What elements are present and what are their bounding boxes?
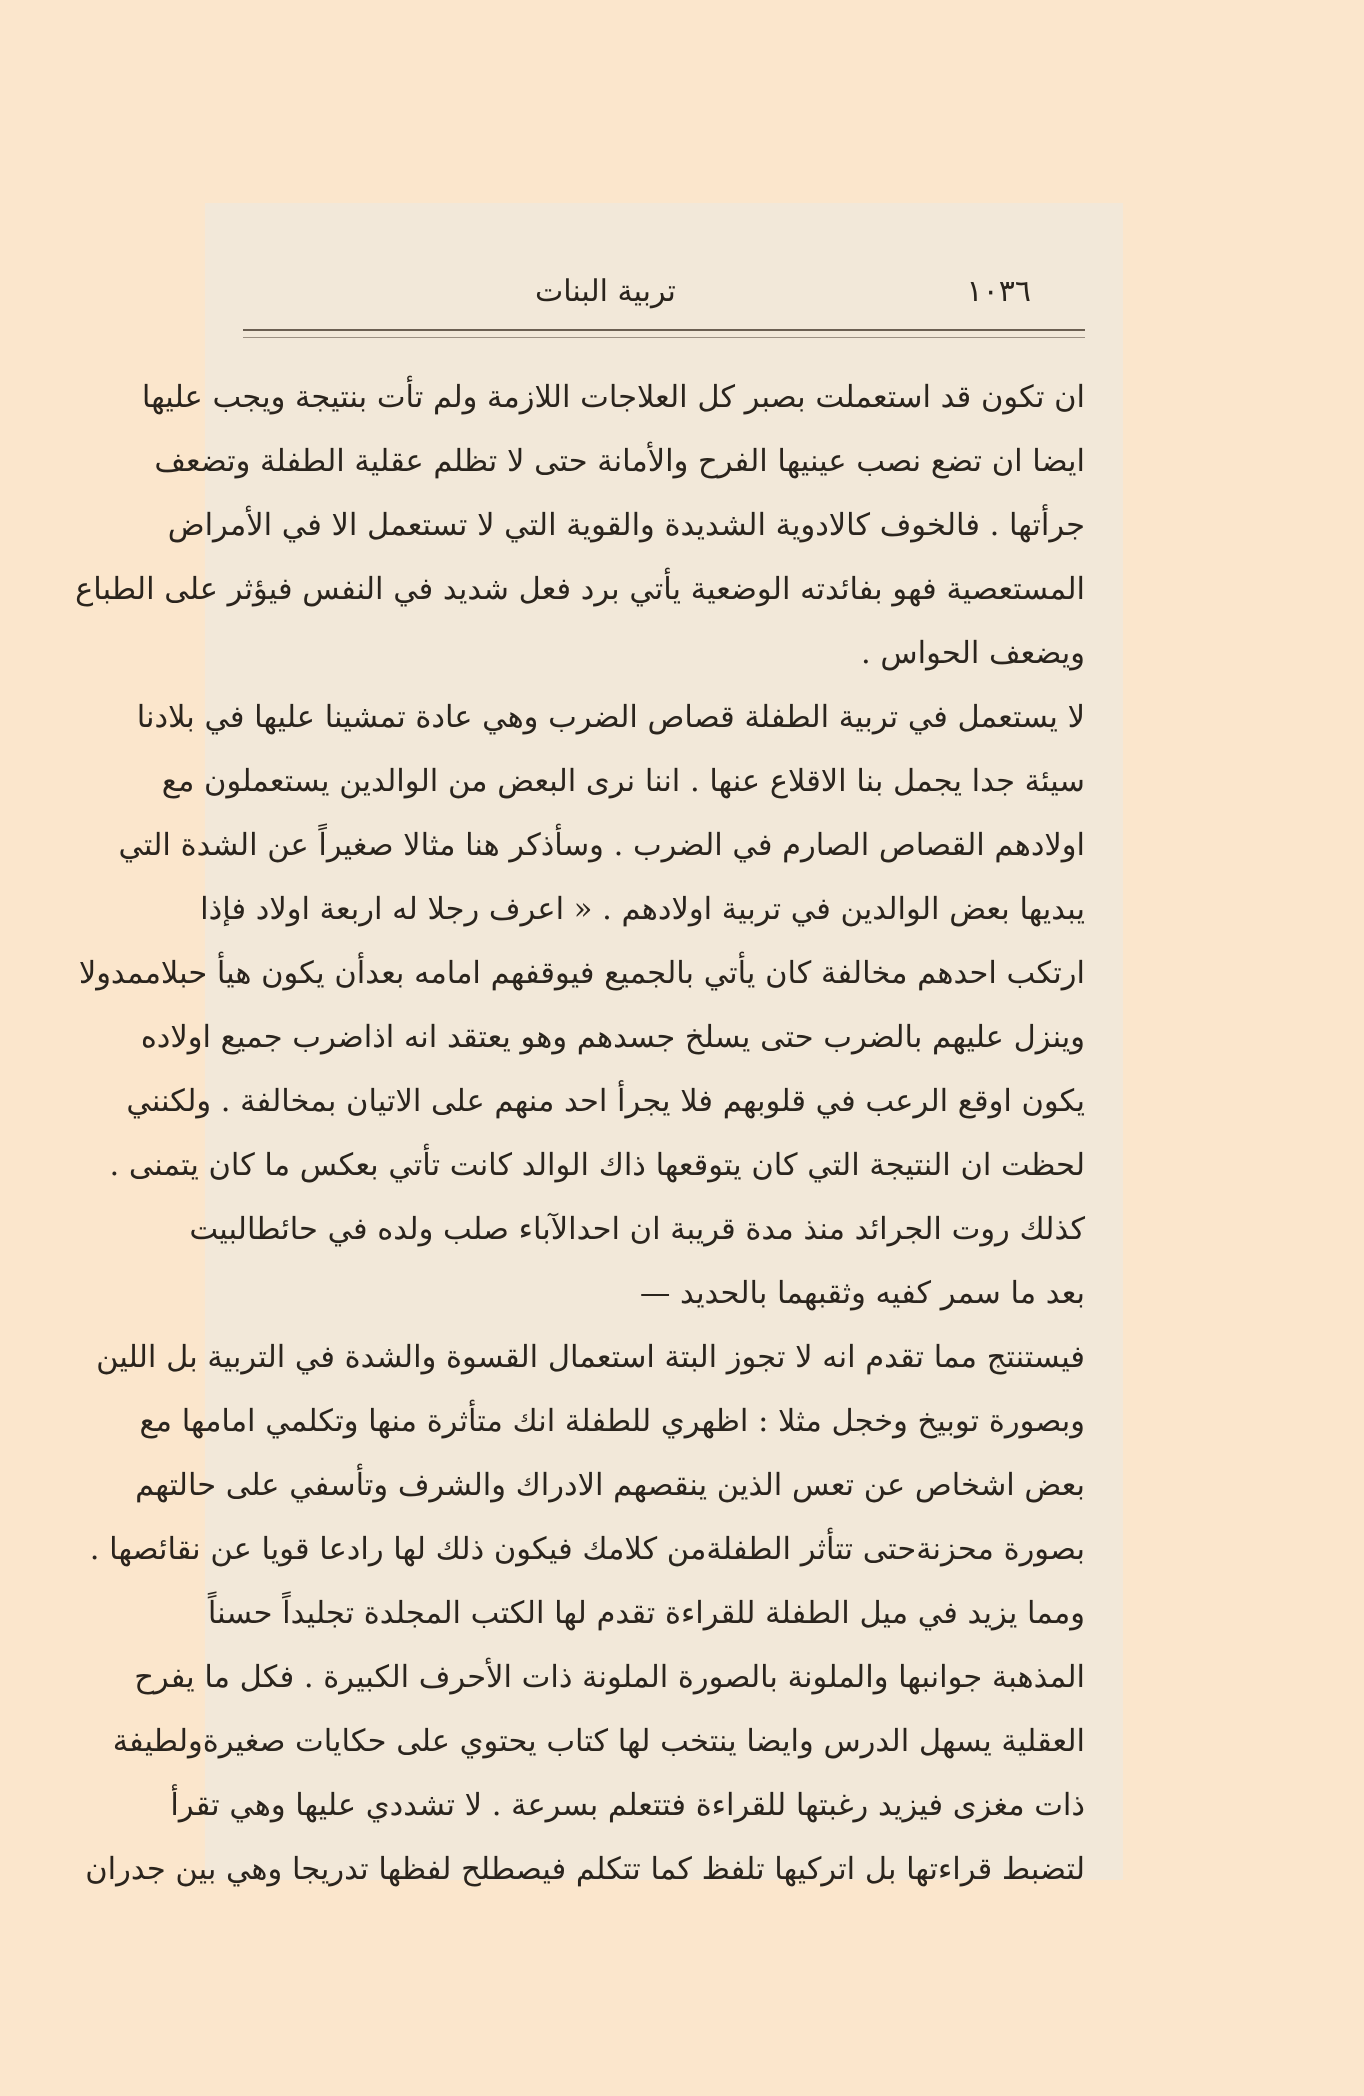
text-line: المذهبة جوانبها والملونة بالصورة الملونة ذات الأحرف الكبيرة . فكل ما يفرح	[134, 1660, 1085, 1695]
text-line: ارتكب احدهم مخالفة كان يأتي بالجميع فيوقفهم امامه بعدأن يكون هيأ حبلاممدولا	[78, 956, 1085, 991]
text-line: ومما يزيد في ميل الطفلة للقراءة تقدم لها الكتب المجلدة تجليداً حسناً	[207, 1596, 1085, 1631]
text-line: فيستنتج مما تقدم انه لا تجوز البتة استعمال القسوة والشدة في التربية بل اللين	[96, 1340, 1085, 1375]
text-line: المستعصية فهو بفائدته الوضعية يأتي برد فعل شديد في النفس فيؤثر على الطباع	[75, 572, 1085, 607]
text-line: العقلية يسهل الدرس وايضا ينتخب لها كتاب يحتوي على حكايات صغيرةولطيفة	[112, 1724, 1085, 1759]
text-line: لا يستعمل في تربية الطفلة قصاص الضرب وهي عادة تمشينا عليها في بلادنا	[136, 700, 1085, 735]
text-line: وينزل عليهم بالضرب حتى يسلخ جسدهم وهو يعتقد انه اذاضرب جميع اولاده	[140, 1020, 1085, 1055]
text-line: يبديها بعض الوالدين في تربية اولادهم . « اعرف رجلا له اربعة اولاد فإذا	[200, 892, 1085, 927]
page-header	[243, 265, 1085, 317]
text-line: وبصورة توبيخ وخجل مثلا : اظهري للطفلة انك متأثرة منها وتكلمي امامها مع	[139, 1404, 1085, 1439]
text-line: اولادهم القصاص الصارم في الضرب . وسأذكر هنا مثالا صغيراً عن الشدة التي	[118, 828, 1085, 863]
book-page	[75, 203, 1123, 1887]
text-line: بعض اشخاص عن تعس الذين ينقصهم الادراك والشرف وتأسفي على حالتهم	[135, 1468, 1085, 1503]
text-line: ان تكون قد استعملت بصبر كل العلاجات اللازمة ولم تأت بنتيجة ويجب عليها	[141, 380, 1085, 415]
page-number: ١٠٣٦	[966, 273, 1031, 309]
text-line: بعد ما سمر كفيه وثقبهما بالحديد —	[639, 1276, 1085, 1311]
text-line: ذات مغزى فيزيد رغبتها للقراءة فتتعلم بسرعة . لا تشددي عليها وهي تقرأ	[170, 1788, 1085, 1823]
text-line: ايضا ان تضع نصب عينيها الفرح والأمانة حتى لا تظلم عقلية الطفلة وتضعف	[154, 444, 1085, 479]
text-line: كذلك روت الجرائد منذ مدة قريبة ان احدالآباء صلب ولده في حائطالبيت	[189, 1212, 1085, 1247]
running-title: تربية البنات	[535, 273, 676, 309]
text-line: ويضعف الحواس .	[861, 636, 1085, 671]
header-rule	[243, 329, 1085, 338]
text-line: لتضبط قراءتها بل اتركيها تلفظ كما تتكلم فيصطلح لفظها تدريجا وهي بين جدران	[85, 1852, 1085, 1887]
text-line: بصورة محزنةحتى تتأثر الطفلةمن كلامك فيكون ذلك لها رادعا قويا عن نقائصها .	[89, 1532, 1085, 1567]
text-line: يكون اوقع الرعب في قلوبهم فلا يجرأ احد منهم على الاتيان بمخالفة . ولكنني	[126, 1084, 1085, 1119]
text-line: لحظت ان النتيجة التي كان يتوقعها ذاك الوالد كانت تأتي بعكس ما كان يتمنى .	[109, 1148, 1085, 1183]
text-line: جرأتها . فالخوف كالادوية الشديدة والقوية التي لا تستعمل الا في الأمراض	[167, 508, 1085, 543]
body-text	[75, 366, 1085, 1902]
text-line: سيئة جدا يجمل بنا الاقلاع عنها . اننا نرى البعض من الوالدين يستعملون مع	[161, 764, 1085, 799]
